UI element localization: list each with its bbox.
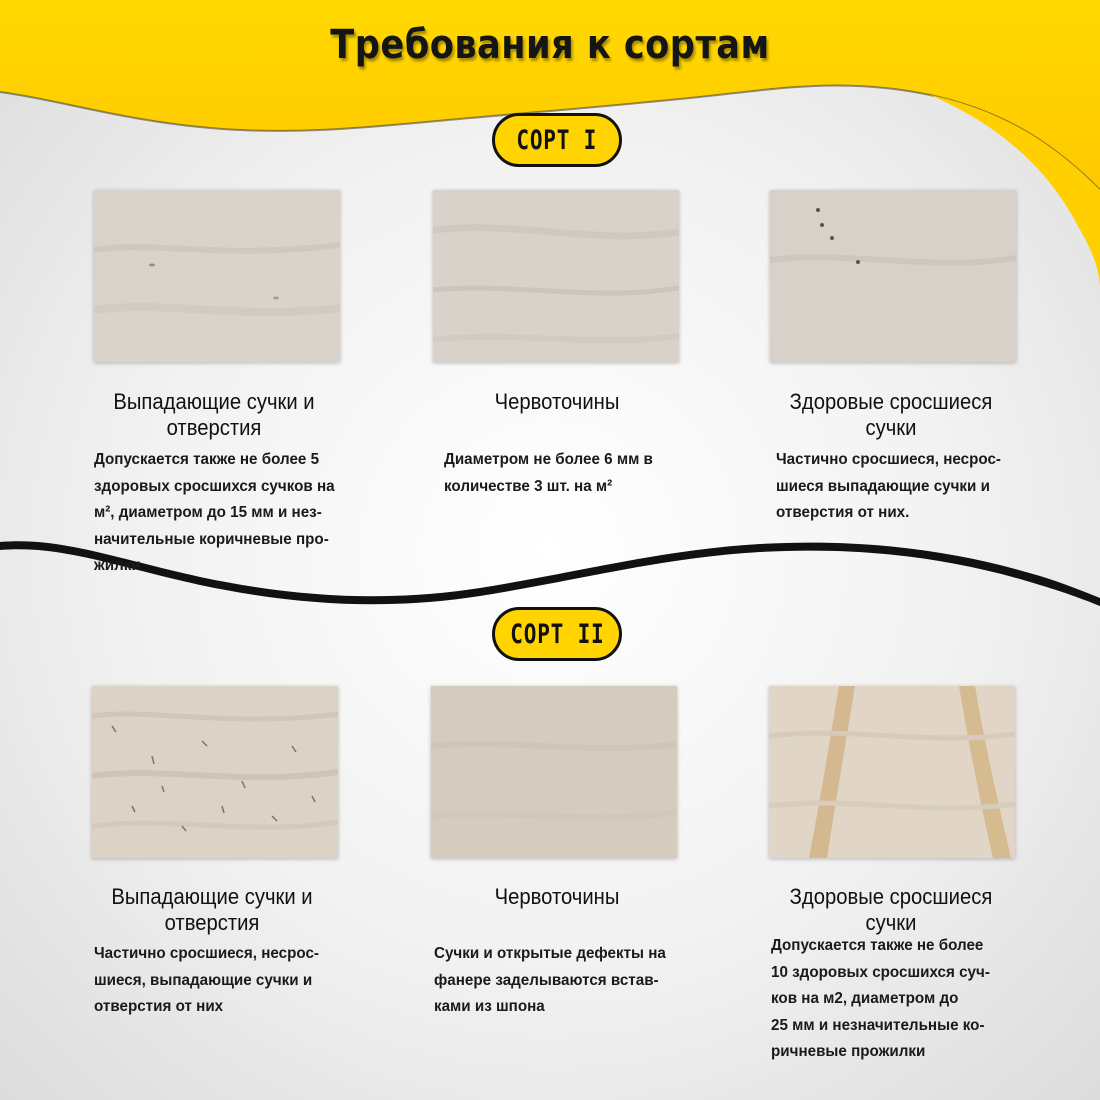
grade-1-badge-label: СОРТ I <box>516 124 598 156</box>
grade-2-col-3-description: Допускается также не более 10 здоровых сросшихся суч- ков на м2, диаметром до 25 мм и незначительные ко- ричневые прожилки <box>771 937 990 1060</box>
grade-2-sample-knots-photo <box>92 686 338 858</box>
grade-1-badge <box>492 113 622 167</box>
grade-2-col-2-description: Сучки и открытые дефекты на фанере заделываются встав- ками из шпона <box>434 945 666 1015</box>
grade-2-col-1-description: Частично сросшиеся, несрос- шиеся, выпадающие сучки и отверстия от них <box>94 945 319 1015</box>
grade-1-sample-wormholes-photo <box>433 190 679 362</box>
grade-2-badge <box>492 607 622 661</box>
grade-2-sample-healthy-knots-photo <box>769 686 1015 858</box>
grade-2-sample-wormholes-photo <box>431 686 677 858</box>
page-title: Требования к сортам <box>330 22 770 68</box>
grade-1-col-1-description: Допускается также не более 5 здоровых сросшихся сучков на м², диаметром до 15 мм и нез- начительные коричневые про- жилки <box>94 451 335 574</box>
grade-1-col-3-description: Частично сросшиеся, несрос- шиеся выпадающие сучки и отверстия от них. <box>776 451 1001 521</box>
grade-1-col-1-heading: Выпадающие сучки и отверстия <box>113 389 315 440</box>
grade-1-sample-healthy-knots-photo <box>770 190 1016 362</box>
grade-1-col-2-heading: Червоточины <box>494 389 620 414</box>
grade-2-badge-label: СОРТ II <box>509 618 605 650</box>
grade-1-col-2-description: Диаметром не более 6 мм в количестве 3 шт. на м² <box>444 451 653 495</box>
grade-2-col-1-heading: Выпадающие сучки и отверстия <box>111 884 313 935</box>
grade-1-col-3-heading: Здоровые сросшиеся сучки <box>789 389 993 440</box>
grade-2-col-3-heading: Здоровые сросшиеся сучки <box>789 884 993 935</box>
grade-2-col-2-heading: Червоточины <box>494 884 620 909</box>
grade-1-sample-knots-photo <box>94 190 340 362</box>
